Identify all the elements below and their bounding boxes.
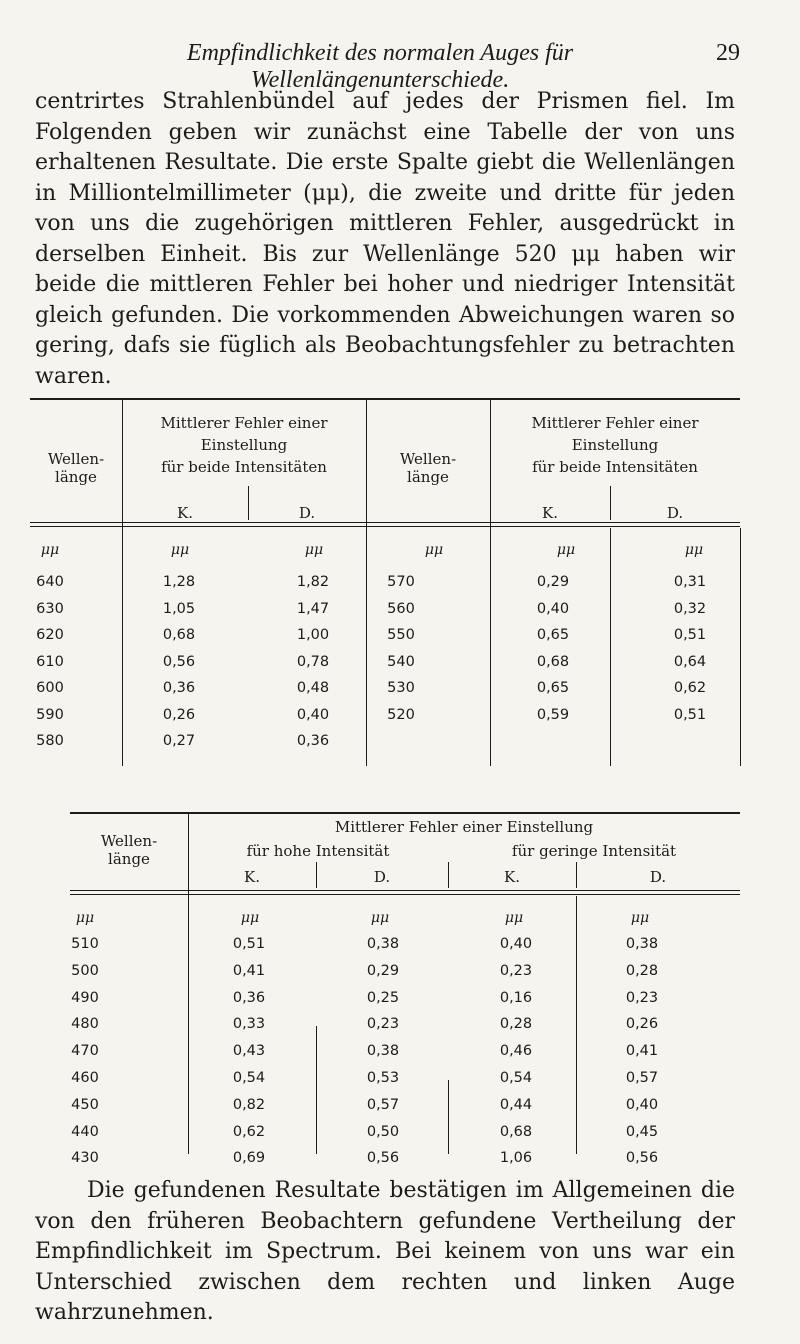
header-low-intensity: für geringe Intensität xyxy=(511,842,677,860)
table-cell: 540 xyxy=(387,653,415,670)
header-wavelength-left: Wellen- länge xyxy=(47,450,105,486)
table-cell: 0,23 xyxy=(366,1016,400,1033)
table-cell: 1,00 xyxy=(296,627,330,643)
table-cell: 0,78 xyxy=(296,653,330,670)
table-cell: 0,59 xyxy=(536,706,570,723)
header-k-left: K. xyxy=(177,504,193,522)
table-cell: 0,62 xyxy=(232,1123,266,1140)
table-cell: 0,16 xyxy=(499,989,533,1006)
table-cell: 0,40 xyxy=(625,1096,659,1113)
table-cell: 0,62 xyxy=(673,680,707,696)
unit-label: μμ xyxy=(684,542,704,558)
header-d-high: D. xyxy=(373,868,391,886)
table-cell: 0,23 xyxy=(625,989,659,1006)
unit-label: μμ xyxy=(370,910,390,926)
table-wavelength-errors-2 xyxy=(70,812,740,1167)
table-cell: 520 xyxy=(387,706,415,723)
unit-label: μμ xyxy=(75,910,95,926)
table-cell: 0,41 xyxy=(232,962,266,979)
table-cell: 0,45 xyxy=(625,1123,659,1140)
table-cell: 0,51 xyxy=(232,936,266,952)
header-k-high: K. xyxy=(244,868,260,886)
header-k-low: K. xyxy=(504,868,520,886)
table-cell: 480 xyxy=(71,1016,99,1033)
header-high-intensity: für hohe Intensität xyxy=(246,842,390,860)
unit-label: μμ xyxy=(40,542,60,558)
table-cell: 500 xyxy=(71,962,99,979)
table-cell: 0,31 xyxy=(673,574,707,590)
header-error-top: Mittlerer Fehler einer Einstellung xyxy=(334,818,594,836)
unit-label: μμ xyxy=(556,542,576,558)
table-cell: 0,56 xyxy=(162,653,196,670)
table-cell: 0,51 xyxy=(673,627,707,643)
table-cell: 490 xyxy=(71,989,99,1006)
header-d-left: D. xyxy=(298,504,316,522)
unit-label: μμ xyxy=(504,910,524,926)
table-cell: 0,29 xyxy=(536,574,570,590)
header-k-right: K. xyxy=(542,504,558,522)
unit-label: μμ xyxy=(304,542,324,558)
table-cell: 0,82 xyxy=(232,1096,266,1113)
table-cell: 0,36 xyxy=(162,680,196,696)
table-cell: 0,50 xyxy=(366,1123,400,1140)
table-cell: 0,56 xyxy=(366,1150,400,1167)
table-cell: 0,38 xyxy=(366,1043,400,1060)
unit-label: μμ xyxy=(240,910,260,926)
table-wavelength-errors-1 xyxy=(30,398,740,778)
table-cell: 460 xyxy=(71,1070,99,1086)
table-cell: 590 xyxy=(36,706,64,723)
unit-label: μμ xyxy=(170,542,190,558)
table-cell: 0,57 xyxy=(625,1070,659,1086)
table-cell: 0,53 xyxy=(366,1070,400,1086)
table-cell: 0,68 xyxy=(499,1123,533,1140)
unit-label: μμ xyxy=(630,910,650,926)
table-cell: 0,26 xyxy=(625,1016,659,1033)
table-cell: 0,41 xyxy=(625,1043,659,1060)
table-cell: 0,46 xyxy=(499,1043,533,1060)
table-cell: 0,68 xyxy=(162,627,196,643)
table-cell: 1,47 xyxy=(296,600,330,617)
table-cell: 1,05 xyxy=(162,600,196,617)
header-error-left: Mittlerer Fehler einer Einstellung für beide Intensitäten xyxy=(160,414,328,476)
table-cell: 640 xyxy=(36,574,64,590)
table-cell: 0,23 xyxy=(499,962,533,979)
table-cell: 0,36 xyxy=(296,733,330,749)
paragraph-conclusion: Die gefundenen Resultate bestätigen im Allgemeinen die von den früheren Beobachtern gefundene Vertheilung der Empfindlichkeit im Spectrum. Bei keinem von uns war ein Unterschied zwischen dem rechten und linken Auge wahrzunehmen. xyxy=(35,1178,735,1325)
table-cell: 0,32 xyxy=(673,600,707,617)
table-cell: 0,68 xyxy=(536,653,570,670)
table-cell: 0,57 xyxy=(366,1096,400,1113)
table-cell: 0,38 xyxy=(625,936,659,952)
paragraph-intro: centrirtes Strahlenbündel auf jedes der Prismen fiel. Im Folgenden geben wir zunächst eine Tabelle der von uns erhaltenen Resultate. Die erste Spalte giebt die Wellenlängen in Milliontelmillimeter (μμ), die zweite und dritte für jeden von uns die zugehörigen mittleren Fehler, ausgedrückt in derselben Einheit. Bis zur Wellenlänge 520 μμ haben wir beide die mittleren Fehler bei hoher und niedriger Intensität gleich gefunden. Die vorkommenden Abweichungen waren so gering, dafs sie füglich als Beobachtungsfehler zu betrachten waren. xyxy=(35,89,735,389)
table-cell: 1,82 xyxy=(296,574,330,590)
table-cell: 0,64 xyxy=(673,653,707,670)
table-cell: 1,28 xyxy=(162,574,196,590)
table-cell: 0,29 xyxy=(366,962,400,979)
table-cell: 470 xyxy=(71,1043,99,1060)
table-cell: 0,54 xyxy=(499,1070,533,1086)
unit-label: μμ xyxy=(424,542,444,558)
header-wavelength: Wellen- länge xyxy=(100,832,158,868)
table-cell: 0,36 xyxy=(232,989,266,1006)
table-cell: 0,48 xyxy=(296,680,330,696)
table-cell: 430 xyxy=(71,1150,99,1167)
table-cell: 450 xyxy=(71,1096,99,1113)
table-cell: 0,69 xyxy=(232,1150,266,1167)
table-cell: 0,27 xyxy=(162,733,196,749)
header-d-right: D. xyxy=(666,504,684,522)
table-cell: 530 xyxy=(387,680,415,696)
table-cell: 630 xyxy=(36,600,64,617)
table-cell: 610 xyxy=(36,653,64,670)
table-cell: 620 xyxy=(36,627,64,643)
running-header xyxy=(60,40,740,93)
table-cell: 0,51 xyxy=(673,706,707,723)
table-cell: 0,28 xyxy=(499,1016,533,1033)
table-cell: 550 xyxy=(387,627,415,643)
table-cell: 1,06 xyxy=(499,1150,533,1167)
table-cell: 0,25 xyxy=(366,989,400,1006)
header-wavelength-right: Wellen- länge xyxy=(399,450,457,486)
table-cell: 0,56 xyxy=(625,1150,659,1167)
table-cell: 0,40 xyxy=(296,706,330,723)
table-cell: 0,65 xyxy=(536,627,570,643)
table-cell: 0,54 xyxy=(232,1070,266,1086)
table-cell: 0,43 xyxy=(232,1043,266,1060)
table-cell: 0,28 xyxy=(625,962,659,979)
table-cell: 0,38 xyxy=(366,936,400,952)
table-cell: 0,65 xyxy=(536,680,570,696)
table-cell: 440 xyxy=(71,1123,99,1140)
table-cell: 0,26 xyxy=(162,706,196,723)
table-cell: 600 xyxy=(36,680,64,696)
table-cell: 0,40 xyxy=(499,936,533,952)
table-cell: 510 xyxy=(71,936,99,952)
running-title: Empfindlichkeit des normalen Auges für Wellenlängenunterschiede. xyxy=(186,40,574,93)
table-cell: 580 xyxy=(36,733,64,749)
table-cell: 560 xyxy=(387,600,415,617)
header-error-right: Mittlerer Fehler einer Einstellung für beide Intensitäten xyxy=(531,414,699,476)
page-number: 29 xyxy=(716,40,740,66)
header-d-low: D. xyxy=(649,868,667,886)
table-cell: 570 xyxy=(387,574,415,590)
table-cell: 0,40 xyxy=(536,600,570,617)
table-cell: 0,44 xyxy=(499,1096,533,1113)
table-cell: 0,33 xyxy=(232,1016,266,1033)
